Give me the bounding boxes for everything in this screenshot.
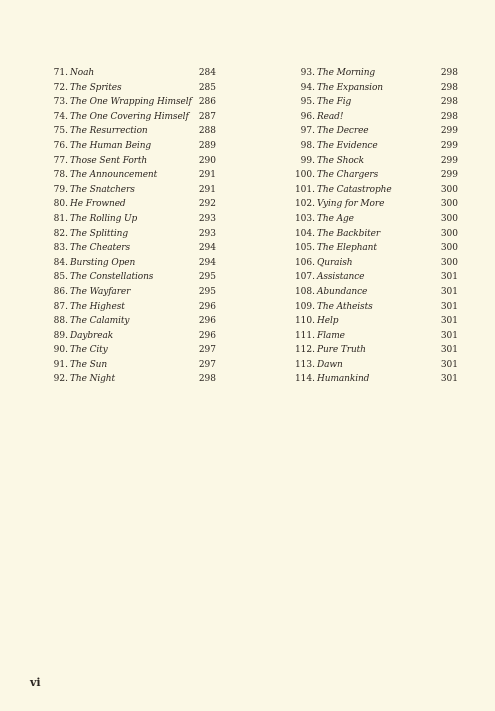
toc-entry-title: The Sprites xyxy=(70,82,122,93)
toc-entry xyxy=(46,256,216,271)
toc-entry xyxy=(293,300,458,315)
toc-entry xyxy=(293,81,458,96)
toc-entry-number: 82. xyxy=(53,228,68,239)
toc-entry-title: The Chargers xyxy=(317,170,379,181)
toc-entry xyxy=(46,197,216,212)
toc-entry-title: Humankind xyxy=(317,374,370,385)
toc-entry xyxy=(293,183,458,198)
toc-entry-page: 294 xyxy=(198,257,216,268)
toc-entry-title: The Expansion xyxy=(317,82,383,93)
toc-entry-page: 299 xyxy=(440,155,458,166)
toc-entry-title: The Atheists xyxy=(317,301,373,312)
toc-entry-page: 296 xyxy=(198,301,216,312)
toc-entry-page: 300 xyxy=(440,213,458,224)
toc-entry-number: 90. xyxy=(53,345,68,356)
toc-entry-page: 301 xyxy=(440,272,458,283)
toc-entry-title: Bursting Open xyxy=(70,257,136,268)
toc-entry-title: The Human Being xyxy=(70,140,152,151)
toc-entry-number: 97. xyxy=(300,126,315,137)
toc-entry xyxy=(46,212,216,227)
toc-entry xyxy=(46,314,216,329)
toc-entry-number: 88. xyxy=(53,316,68,327)
toc-entry-number: 102. xyxy=(294,199,315,210)
toc-entry-number: 79. xyxy=(53,184,68,195)
toc-entry-page: 295 xyxy=(198,272,216,283)
toc-entry-number: 110. xyxy=(294,316,315,327)
toc-entry-title: Assistance xyxy=(317,272,365,283)
toc-entry-page: 291 xyxy=(198,184,216,195)
toc-entry-page: 296 xyxy=(198,330,216,341)
toc-entry-number: 87. xyxy=(53,301,68,312)
toc-entry-title: The One Wrapping Himself xyxy=(70,97,192,108)
toc-entry-page: 290 xyxy=(198,155,216,166)
toc-entry-page: 301 xyxy=(440,359,458,370)
toc-entry-page: 298 xyxy=(440,111,458,122)
toc-entry-title: Abundance xyxy=(317,286,368,297)
toc-entry xyxy=(293,314,458,329)
toc-entry xyxy=(46,66,216,81)
toc-entry xyxy=(46,81,216,96)
toc-entry xyxy=(46,110,216,125)
toc-entry-number: 100. xyxy=(294,170,315,181)
toc-entry-number: 96. xyxy=(300,111,315,122)
toc-entry xyxy=(46,329,216,344)
toc-entry xyxy=(293,270,458,285)
toc-entry-number: 99. xyxy=(300,155,315,166)
toc-entry-page: 287 xyxy=(198,111,216,122)
toc-entry xyxy=(46,241,216,256)
toc-entry-number: 107. xyxy=(294,272,315,283)
toc-entry-title: The Splitting xyxy=(70,228,129,239)
toc-entry xyxy=(46,227,216,242)
toc-entry-number: 95. xyxy=(300,97,315,108)
toc-entry-page: 293 xyxy=(198,213,216,224)
toc-entry-number: 83. xyxy=(53,243,68,254)
toc-entry xyxy=(293,358,458,373)
toc-entry-page: 301 xyxy=(440,374,458,385)
toc-entry-page: 293 xyxy=(198,228,216,239)
toc-entry-page: 298 xyxy=(440,68,458,78)
toc-entry-number: 81. xyxy=(53,213,68,224)
toc-entry-number: 111. xyxy=(294,330,315,341)
toc-entry-number: 91. xyxy=(53,359,68,370)
toc-entry-page: 301 xyxy=(440,286,458,297)
toc-entry-title: Dawn xyxy=(317,359,343,370)
toc-entry-page: 285 xyxy=(198,82,216,93)
toc-entry-number: 103. xyxy=(294,213,315,224)
toc-entry-title: The Night xyxy=(70,374,116,385)
toc-column-right xyxy=(293,66,458,387)
toc-entry xyxy=(293,285,458,300)
toc-entry-number: 74. xyxy=(53,111,68,122)
toc-entry-page: 299 xyxy=(440,140,458,151)
toc-entry-title: Noah xyxy=(70,68,95,78)
toc-entry-title: Vying for More xyxy=(317,199,385,210)
toc-entry xyxy=(293,212,458,227)
toc-entry-number: 112. xyxy=(294,345,315,356)
toc-entry-number: 98. xyxy=(300,140,315,151)
toc-entry-number: 76. xyxy=(53,140,68,151)
toc-entry-page: 286 xyxy=(198,97,216,108)
toc-entry xyxy=(293,197,458,212)
toc-entry xyxy=(293,168,458,183)
toc-entry xyxy=(293,329,458,344)
toc-entry-page: 289 xyxy=(198,140,216,151)
toc-entry-title: The Fig xyxy=(317,97,352,108)
toc-entry-number: 73. xyxy=(53,97,68,108)
toc-entry-page: 300 xyxy=(440,243,458,254)
toc-entry xyxy=(293,227,458,242)
page-number: vi xyxy=(30,676,41,689)
toc-entry-title: He Frowned xyxy=(70,199,126,210)
toc-entry xyxy=(46,183,216,198)
toc-entry-number: 106. xyxy=(294,257,315,268)
toc-entry-title: Read! xyxy=(317,111,344,122)
toc-entry-title: The Elephant xyxy=(317,243,377,254)
toc-entry xyxy=(293,66,458,81)
toc-entry-number: 85. xyxy=(53,272,68,283)
toc-entry-title: The City xyxy=(70,345,108,356)
toc-entry-title: The Catastrophe xyxy=(317,184,392,195)
toc-entry-number: 92. xyxy=(53,374,68,385)
toc-entry-page: 299 xyxy=(440,170,458,181)
toc-entry-page: 294 xyxy=(198,243,216,254)
toc-entry-page: 299 xyxy=(440,126,458,137)
toc-entry-title: The Constellations xyxy=(70,272,154,283)
toc-entry-number: 71. xyxy=(53,68,68,78)
toc-entry-page: 301 xyxy=(440,301,458,312)
toc-entry-title: The Morning xyxy=(317,68,376,78)
toc-entry-title: The Sun xyxy=(70,359,108,370)
toc-entry-page: 301 xyxy=(440,316,458,327)
toc-entry xyxy=(46,358,216,373)
toc-entry-title: Daybreak xyxy=(70,330,114,341)
toc-entry-number: 108. xyxy=(294,286,315,297)
toc-entry-number: 101. xyxy=(294,184,315,195)
toc-entry xyxy=(293,343,458,358)
toc-entry-number: 93. xyxy=(300,68,315,78)
toc-entry-page: 298 xyxy=(440,97,458,108)
toc-entry-page: 284 xyxy=(198,68,216,78)
toc-entry xyxy=(46,154,216,169)
toc-entry xyxy=(46,300,216,315)
toc-entry-number: 94. xyxy=(300,82,315,93)
toc-entry-page: 301 xyxy=(440,330,458,341)
toc-entry-title: Flame xyxy=(317,330,345,341)
toc-entry xyxy=(46,285,216,300)
toc-entry xyxy=(293,139,458,154)
toc-entry-number: 104. xyxy=(294,228,315,239)
toc-entry-page: 291 xyxy=(198,170,216,181)
toc-entry-title: The Shock xyxy=(317,155,364,166)
toc-entry-number: 77. xyxy=(53,155,68,166)
toc-entry xyxy=(293,154,458,169)
toc-entry-title: The Highest xyxy=(70,301,125,312)
toc-entry-title: The Backbiter xyxy=(317,228,381,239)
toc-entry-title: The Decree xyxy=(317,126,369,137)
toc-entry-title: The One Covering Himself xyxy=(70,111,189,122)
toc-entry-number: 113. xyxy=(294,359,315,370)
toc-entry xyxy=(46,372,216,387)
toc-entry-number: 109. xyxy=(294,301,315,312)
toc-entry xyxy=(46,270,216,285)
toc-column-left xyxy=(46,66,216,387)
toc-entry-title: Quraish xyxy=(317,257,353,268)
toc-entry xyxy=(46,168,216,183)
toc-entry-number: 84. xyxy=(53,257,68,268)
toc-entry xyxy=(293,110,458,125)
toc-entry xyxy=(293,256,458,271)
toc-entry xyxy=(293,124,458,139)
toc-entry-page: 300 xyxy=(440,228,458,239)
toc-entry-title: The Wayfarer xyxy=(70,286,131,297)
toc-entry-page: 295 xyxy=(198,286,216,297)
toc-entry xyxy=(46,343,216,358)
toc-entry-title: Pure Truth xyxy=(317,345,366,356)
toc-entry-title: Help xyxy=(317,316,339,327)
toc-entry-number: 72. xyxy=(53,82,68,93)
toc-entry-page: 300 xyxy=(440,257,458,268)
toc-entry-title: Those Sent Forth xyxy=(70,155,148,166)
toc-entry-number: 89. xyxy=(53,330,68,341)
toc-entry-number: 80. xyxy=(53,199,68,210)
toc-entry xyxy=(46,95,216,110)
toc-entry-number: 78. xyxy=(53,170,68,181)
toc-entry xyxy=(293,241,458,256)
toc-entry-page: 288 xyxy=(198,126,216,137)
toc-entry xyxy=(293,372,458,387)
toc-entry-page: 292 xyxy=(198,199,216,210)
toc-entry-title: The Evidence xyxy=(317,140,378,151)
toc-entry xyxy=(46,139,216,154)
toc-entry-page: 297 xyxy=(198,345,216,356)
toc-entry-title: The Calamity xyxy=(70,316,130,327)
toc-entry-title: The Resurrection xyxy=(70,126,148,137)
toc-entry-page: 298 xyxy=(198,374,216,385)
toc-entry-title: The Cheaters xyxy=(70,243,131,254)
toc-entry-title: The Rolling Up xyxy=(70,213,138,224)
toc-entry-number: 86. xyxy=(53,286,68,297)
toc-entry-number: 114. xyxy=(294,374,315,385)
toc-entry-page: 300 xyxy=(440,184,458,195)
toc-entry-page: 297 xyxy=(198,359,216,370)
toc-entry-page: 296 xyxy=(198,316,216,327)
toc-entry-title: The Announcement xyxy=(70,170,158,181)
toc-entry-page: 301 xyxy=(440,345,458,356)
toc-entry xyxy=(293,95,458,110)
toc-entry-page: 300 xyxy=(440,199,458,210)
toc-entry xyxy=(46,124,216,139)
toc-entry-title: The Age xyxy=(317,213,354,224)
toc-entry-number: 75. xyxy=(53,126,68,137)
toc-entry-page: 298 xyxy=(440,82,458,93)
toc-entry-title: The Snatchers xyxy=(70,184,135,195)
toc-entry-number: 105. xyxy=(294,243,315,254)
